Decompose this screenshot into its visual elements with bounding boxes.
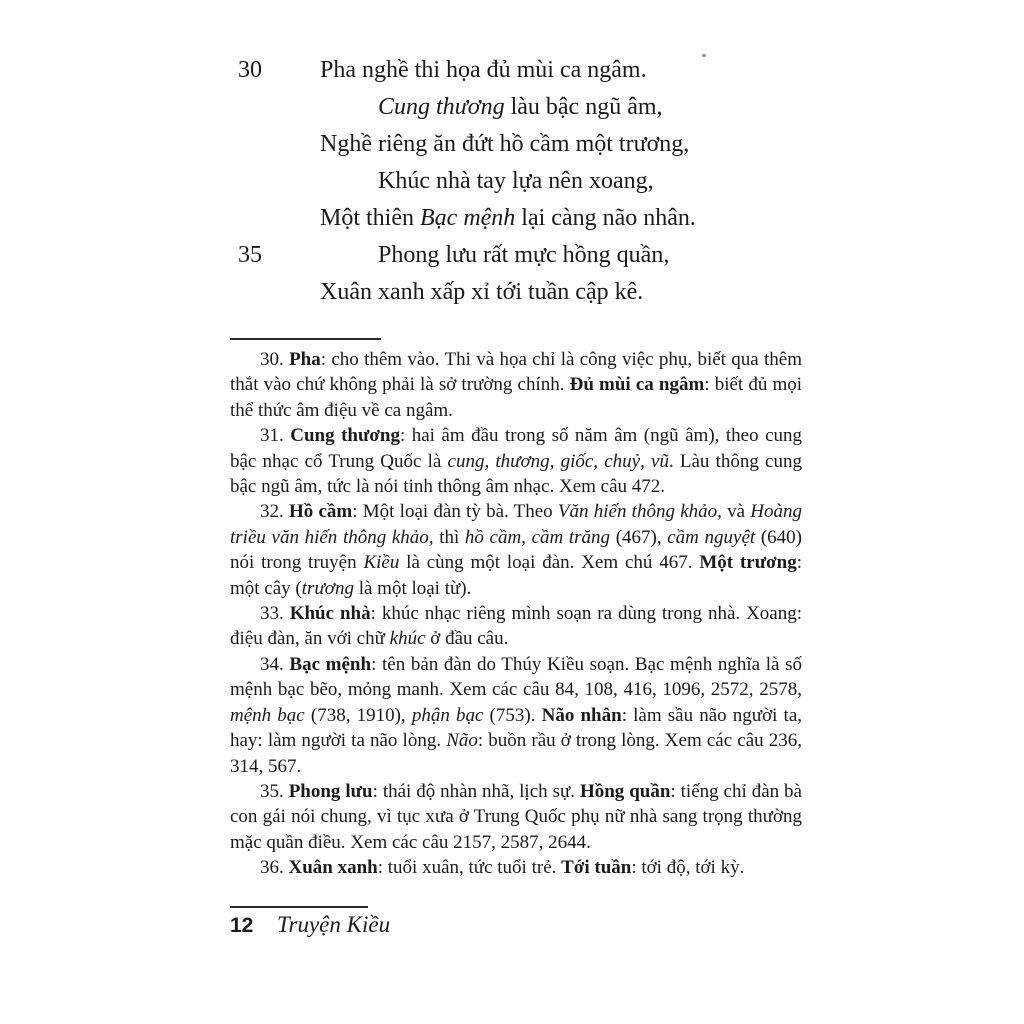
footnote [230, 652, 802, 779]
text-segment: . Làu thông cung bậc ngũ âm, tức là nói tinh thông âm nhạc. Xem câu 472. [230, 450, 802, 498]
verse-line-text [378, 94, 663, 120]
text-segment: (753). [483, 704, 542, 726]
text-segment: Cung thương [290, 425, 400, 447]
text-segment: hồ cầm, cầm trăng [464, 526, 611, 548]
text-segment: Pha nghề thi họa đủ mùi ca ngâm. [320, 57, 647, 83]
text-segment: Phong lưu [288, 780, 373, 802]
footnote [230, 601, 802, 652]
page-footer [230, 912, 802, 942]
verse-line [230, 89, 802, 126]
text-segment: : buồn rầu ở trong lòng. Xem các câu 236, 314, 567. [230, 730, 802, 777]
text-segment: Pha [289, 349, 321, 370]
verse-line-number: 35 [238, 242, 262, 268]
footer-rule [230, 906, 368, 908]
text-segment: Bạc mệnh [289, 653, 372, 675]
text-segment: : tuổi xuân, tức tuổi trẻ. [377, 857, 562, 879]
text-segment: cung, thương, giốc, chuỷ, vũ [447, 450, 669, 472]
text-segment: Nghề riêng ăn đứt hồ cầm một trương, [320, 131, 690, 157]
verse-line-text [320, 205, 696, 231]
footnote [230, 347, 802, 423]
verse-line-text [378, 168, 654, 194]
text-segment: Xuân xanh [288, 857, 378, 879]
page-number: 12 [230, 914, 254, 937]
verse-line [230, 126, 802, 163]
text-segment: Xuân xanh xấp xỉ tới tuần cập kê. [320, 279, 644, 305]
text-segment: làu bậc ngũ âm, [504, 94, 663, 120]
text-segment: Phong lưu rất mực hồng quần, [378, 242, 670, 268]
text-segment: : cho thêm vào. Thi và họa chỉ là công việc phụ, biết qua thêm thắt vào chứ không phải là sở trường chính. [230, 349, 802, 396]
text-segment: 36. [260, 857, 289, 879]
text-segment: 35. [260, 780, 289, 802]
text-segment: Khúc nhà [289, 603, 371, 625]
text-segment: lại càng não nhân. [515, 205, 696, 231]
verse-line [230, 274, 802, 311]
text-segment: : hai âm đầu trong số năm âm (ngũ âm), theo cung bậc nhạc cổ Trung Quốc là [230, 425, 802, 472]
text-segment: Bạc mệnh [420, 205, 516, 231]
footnote [230, 423, 802, 499]
text-segment: , thì [428, 526, 465, 548]
verse-line-number: 30 [238, 57, 262, 83]
verse-line-text [320, 279, 643, 305]
text-segment: Đủ mùi ca ngâm [569, 374, 705, 396]
footnote [230, 499, 802, 601]
verse-line-text [320, 131, 689, 157]
text-segment: là một loại từ). [353, 577, 472, 599]
text-segment: : tới độ, tới kỳ. [631, 857, 745, 879]
text-segment: : tên bản đàn do Thúy Kiều soạn. Bạc mệnh nghĩa là số mệnh bạc bẽo, mỏng manh. Xem các câu 84, 108, 416, 1096, 2572, 2578, [230, 653, 803, 701]
text-segment: : biết đủ mọi thể thức âm điệu về ca ngâm. [230, 374, 803, 421]
text-segment: Một thiên [320, 205, 420, 231]
text-segment: 30. [260, 349, 290, 370]
text-segment: 34. [260, 653, 290, 675]
text-segment: (738, 1910), [304, 704, 412, 726]
text-segment: : Một loại đàn tỳ bà. Theo [352, 501, 558, 523]
text-segment: Não [446, 730, 478, 752]
text-segment: : làm sầu não người ta, hay: làm người ta não lòng. [230, 704, 803, 752]
verse-line [230, 200, 802, 237]
text-segment: Tới tuần [561, 857, 632, 879]
text-segment: Văn hiến thông khảo [557, 501, 718, 523]
text-segment: Một trương [699, 552, 797, 574]
footnote [230, 855, 802, 880]
footnote [230, 779, 802, 855]
text-segment: khúc [389, 628, 426, 650]
text-segment: cầm nguyệt [667, 526, 756, 548]
text-segment: (640) nói trong truyện [230, 526, 802, 574]
text-segment: trương [301, 577, 354, 599]
text-segment: Hoàng triều văn hiến thông khảo [230, 501, 803, 548]
text-segment: Cung thương [378, 94, 505, 120]
text-segment: : một cây ( [230, 552, 802, 599]
verse-line-text [320, 57, 647, 83]
footnote-separator-rule [230, 338, 381, 340]
text-segment: ở đầu câu. [425, 628, 509, 650]
text-segment: , và [717, 501, 751, 523]
verse-line [230, 237, 802, 274]
text-segment: : thái độ nhàn nhã, lịch sự. [372, 780, 580, 802]
text-segment: mệnh bạc [230, 704, 305, 726]
text-segment: Hồng quần [579, 780, 671, 802]
text-segment: Kiều [363, 552, 400, 574]
text-segment: Hồ cầm [288, 501, 353, 523]
text-segment: là cùng một loại đàn. Xem chú 467. [399, 552, 700, 574]
text-segment: 31. [260, 425, 291, 447]
verse-line [230, 163, 802, 200]
text-segment: Khúc nhà tay lựa nên xoang, [378, 168, 654, 194]
text-segment: : khúc nhạc riêng mình soạn ra dùng trong nhà. Xoang: điệu đàn, ăn với chữ [230, 603, 803, 650]
verse-block [230, 52, 802, 311]
text-segment: (467), [610, 526, 668, 548]
text-segment: 33. [260, 603, 290, 625]
text-segment: 32. [260, 501, 289, 523]
text-segment: : tiếng chỉ đàn bà con gái nói chung, vì tục xưa ở Trung Quốc phụ nữ nhà sang trọng thường mặc quần điều. Xem các câu 2157, 2587, 2644. [230, 780, 802, 853]
verse-line-text [378, 242, 669, 268]
text-segment: phận bạc [411, 704, 484, 726]
verse-line [230, 52, 802, 89]
book-title: Truyện Kiều [277, 912, 391, 937]
footnotes-block [230, 347, 802, 881]
text-segment: Não nhân [541, 704, 622, 726]
